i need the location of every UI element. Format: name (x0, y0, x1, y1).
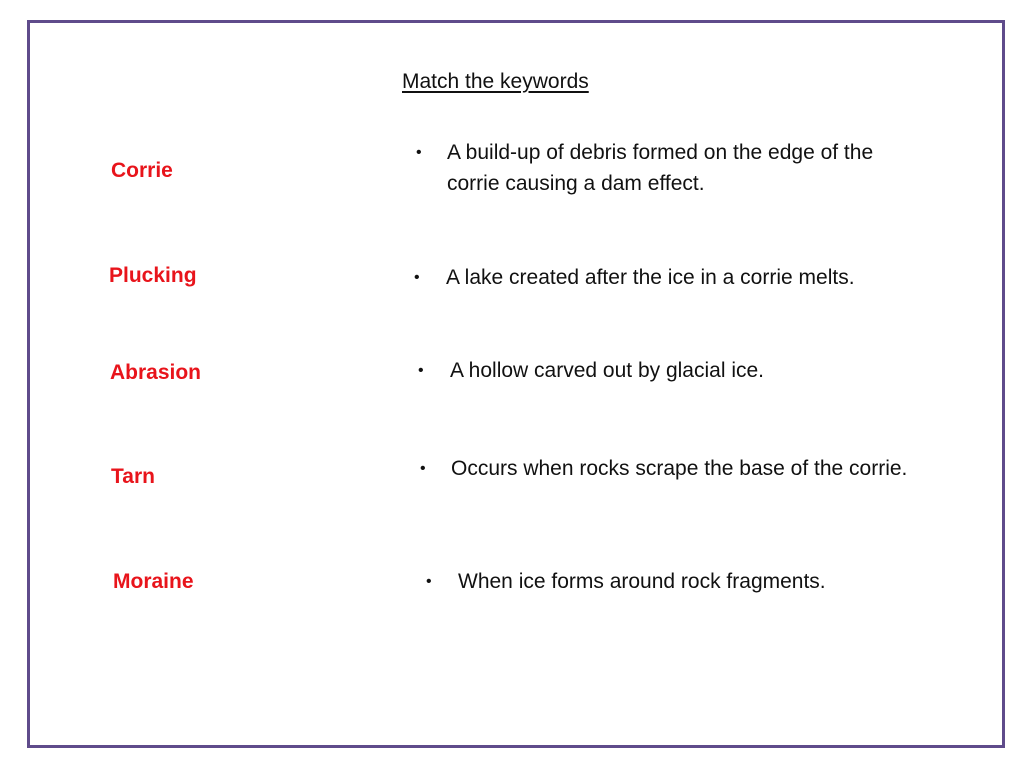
bullet-icon: • (414, 269, 420, 286)
slide-title: Match the keywords (402, 70, 589, 93)
definition-2: A lake created after the ice in a corrie melts. (446, 266, 855, 289)
keyword-plucking: Plucking (109, 264, 197, 287)
bullet-icon: • (416, 144, 422, 161)
bullet-icon: • (426, 573, 432, 590)
keyword-moraine: Moraine (113, 570, 194, 593)
definition-1: A build-up of debris formed on the edge of the corrie causing a dam effect. (447, 141, 874, 195)
bullet-icon: • (420, 460, 426, 477)
keyword-corrie: Corrie (111, 159, 173, 182)
definition-5: When ice forms around rock fragments. (458, 570, 826, 593)
keyword-abrasion: Abrasion (110, 361, 202, 384)
definition-3: A hollow carved out by glacial ice. (450, 359, 765, 382)
bullet-icon: • (418, 362, 424, 379)
keyword-tarn: Tarn (111, 465, 155, 488)
definition-4: Occurs when rocks scrape the base of the corrie. (451, 457, 908, 480)
